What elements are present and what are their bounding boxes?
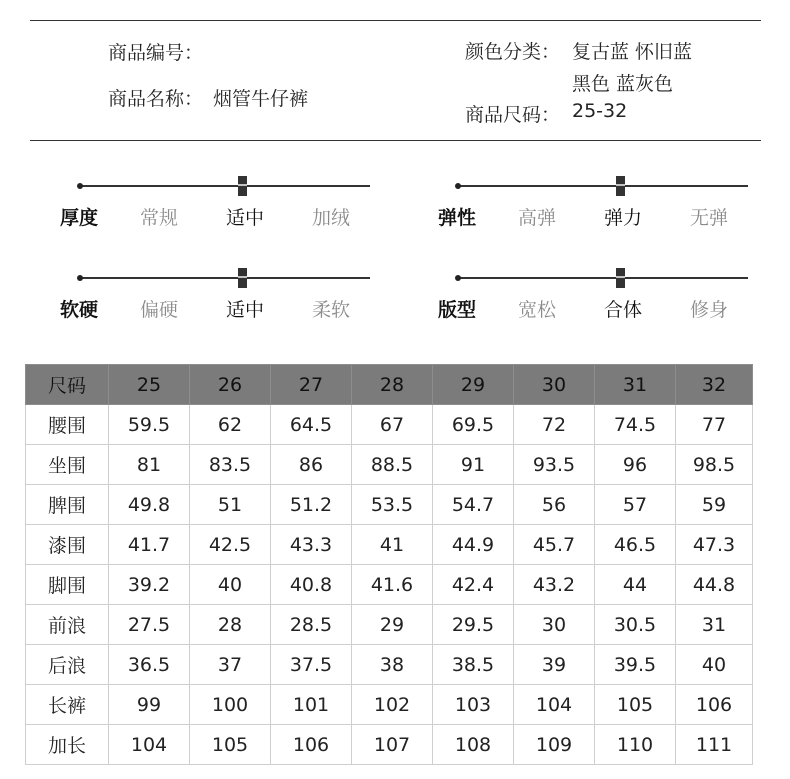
measurement-value: 45.7 [514, 525, 595, 565]
size-header-cell: 30 [514, 365, 595, 405]
measurement-value: 53.5 [352, 485, 433, 525]
measurement-value: 69.5 [433, 405, 514, 445]
size-header-label: 尺码 [26, 365, 109, 405]
size-range: 25-32 [572, 100, 628, 122]
measurement-label: 后浪 [26, 645, 109, 685]
attribute-option-selected: 弹力 [604, 207, 643, 229]
measurement-value: 36.5 [109, 645, 190, 685]
measurement-value: 101 [271, 685, 352, 725]
table-row [26, 445, 753, 485]
top-divider [30, 20, 761, 21]
measurement-value: 29.5 [433, 605, 514, 645]
measurement-value: 104 [514, 685, 595, 725]
measurement-value: 106 [271, 725, 352, 765]
measurement-label: 前浪 [26, 605, 109, 645]
measurement-value: 27.5 [109, 605, 190, 645]
measurement-value: 99 [109, 685, 190, 725]
measurement-value: 105 [190, 725, 271, 765]
measurement-value: 74.5 [595, 405, 676, 445]
measurement-label: 脾围 [26, 485, 109, 525]
measurement-value: 57 [595, 485, 676, 525]
table-row [26, 525, 753, 565]
measurement-value: 42.4 [433, 565, 514, 605]
attribute-option: 偏硬 [140, 299, 179, 321]
measurement-value: 59 [676, 485, 753, 525]
measurement-value: 47.3 [676, 525, 753, 565]
measurement-value: 31 [676, 605, 753, 645]
table-row [26, 645, 753, 685]
measurement-value: 28.5 [271, 605, 352, 645]
measurement-value: 91 [433, 445, 514, 485]
scale-line [78, 277, 370, 279]
measurement-value: 102 [352, 685, 433, 725]
measurement-value: 39.2 [109, 565, 190, 605]
measurement-value: 104 [109, 725, 190, 765]
scale-marker [616, 176, 625, 196]
measurement-value: 49.8 [109, 485, 190, 525]
measurement-value: 108 [433, 725, 514, 765]
measurement-label: 腰围 [26, 405, 109, 445]
attribute-option: 宽松 [518, 299, 557, 321]
attribute-option: 无弹 [690, 207, 729, 229]
measurement-label: 漆围 [26, 525, 109, 565]
measurement-value: 46.5 [595, 525, 676, 565]
measurement-value: 29 [352, 605, 433, 645]
measurement-value: 40 [190, 565, 271, 605]
measurement-label: 长裤 [26, 685, 109, 725]
measurement-value: 81 [109, 445, 190, 485]
size-table [25, 364, 753, 765]
table-row [26, 565, 753, 605]
measurement-value: 105 [595, 685, 676, 725]
measurement-value: 88.5 [352, 445, 433, 485]
attribute-name: 弹性 [438, 207, 477, 229]
size-table-header [26, 365, 753, 405]
scale-start-dot [77, 275, 83, 281]
scale-start-dot [455, 275, 461, 281]
measurement-value: 59.5 [109, 405, 190, 445]
measurement-value: 83.5 [190, 445, 271, 485]
attribute-option: 常规 [140, 207, 179, 229]
measurement-value: 107 [352, 725, 433, 765]
measurement-value: 30.5 [595, 605, 676, 645]
measurement-value: 106 [676, 685, 753, 725]
measurement-value: 103 [433, 685, 514, 725]
size-header-cell: 28 [352, 365, 433, 405]
scale-marker [238, 176, 247, 196]
measurement-value: 28 [190, 605, 271, 645]
measurement-value: 111 [676, 725, 753, 765]
size-header-cell: 31 [595, 365, 676, 405]
measurement-value: 96 [595, 445, 676, 485]
measurement-value: 40.8 [271, 565, 352, 605]
measurement-value: 44.9 [433, 525, 514, 565]
measurement-value: 110 [595, 725, 676, 765]
measurement-value: 44.8 [676, 565, 753, 605]
table-row [26, 405, 753, 445]
product-name-label: 商品名称： [108, 88, 204, 110]
measurement-value: 72 [514, 405, 595, 445]
colors-line-1: 复古蓝 怀旧蓝 [572, 41, 693, 63]
measurement-label: 脚围 [26, 565, 109, 605]
scale-line [456, 185, 748, 187]
size-header-cell: 29 [433, 365, 514, 405]
attribute-option-selected: 适中 [226, 299, 265, 321]
attribute-name: 厚度 [60, 207, 99, 229]
measurement-value: 56 [514, 485, 595, 525]
measurement-value: 109 [514, 725, 595, 765]
attribute-option-selected: 合体 [604, 299, 643, 321]
scale-start-dot [455, 183, 461, 189]
measurement-value: 41.7 [109, 525, 190, 565]
table-row [26, 605, 753, 645]
product-no-label: 商品编号： [108, 42, 204, 64]
attribute-name: 软硬 [60, 299, 99, 321]
size-header-cell: 25 [109, 365, 190, 405]
measurement-value: 44 [595, 565, 676, 605]
attribute-option-selected: 适中 [226, 207, 265, 229]
attribute-option: 修身 [690, 299, 729, 321]
attribute-option: 加绒 [312, 207, 351, 229]
attribute-option: 柔软 [312, 299, 351, 321]
attribute-name: 版型 [438, 299, 477, 321]
scale-line [456, 277, 748, 279]
measurement-value: 39.5 [595, 645, 676, 685]
measurement-value: 77 [676, 405, 753, 445]
measurement-value: 41.6 [352, 565, 433, 605]
color-label: 颜色分类： [465, 41, 561, 63]
measurement-value: 41 [352, 525, 433, 565]
size-header-cell: 27 [271, 365, 352, 405]
measurement-value: 64.5 [271, 405, 352, 445]
product-name: 烟管牛仔裤 [213, 88, 309, 110]
scale-marker [616, 268, 625, 288]
measurement-label: 坐围 [26, 445, 109, 485]
size-header-cell: 32 [676, 365, 753, 405]
scale-start-dot [77, 183, 83, 189]
scale-marker [238, 268, 247, 288]
measurement-label: 加长 [26, 725, 109, 765]
table-row [26, 725, 753, 765]
measurement-value: 37 [190, 645, 271, 685]
scale-line [78, 185, 370, 187]
measurement-value: 62 [190, 405, 271, 445]
measurement-value: 43.2 [514, 565, 595, 605]
measurement-value: 40 [676, 645, 753, 685]
middle-divider [30, 140, 761, 141]
measurement-value: 43.3 [271, 525, 352, 565]
measurement-value: 30 [514, 605, 595, 645]
measurement-value: 67 [352, 405, 433, 445]
table-row [26, 685, 753, 725]
measurement-value: 51.2 [271, 485, 352, 525]
measurement-value: 86 [271, 445, 352, 485]
size-label: 商品尺码： [465, 104, 561, 126]
attribute-option: 高弹 [518, 207, 557, 229]
measurement-value: 38 [352, 645, 433, 685]
measurement-value: 54.7 [433, 485, 514, 525]
measurement-value: 51 [190, 485, 271, 525]
table-row [26, 485, 753, 525]
measurement-value: 42.5 [190, 525, 271, 565]
measurement-value: 39 [514, 645, 595, 685]
size-header-cell: 26 [190, 365, 271, 405]
measurement-value: 38.5 [433, 645, 514, 685]
measurement-value: 100 [190, 685, 271, 725]
measurement-value: 98.5 [676, 445, 753, 485]
measurement-value: 93.5 [514, 445, 595, 485]
measurement-value: 37.5 [271, 645, 352, 685]
colors-line-2: 黑色 蓝灰色 [572, 73, 674, 95]
